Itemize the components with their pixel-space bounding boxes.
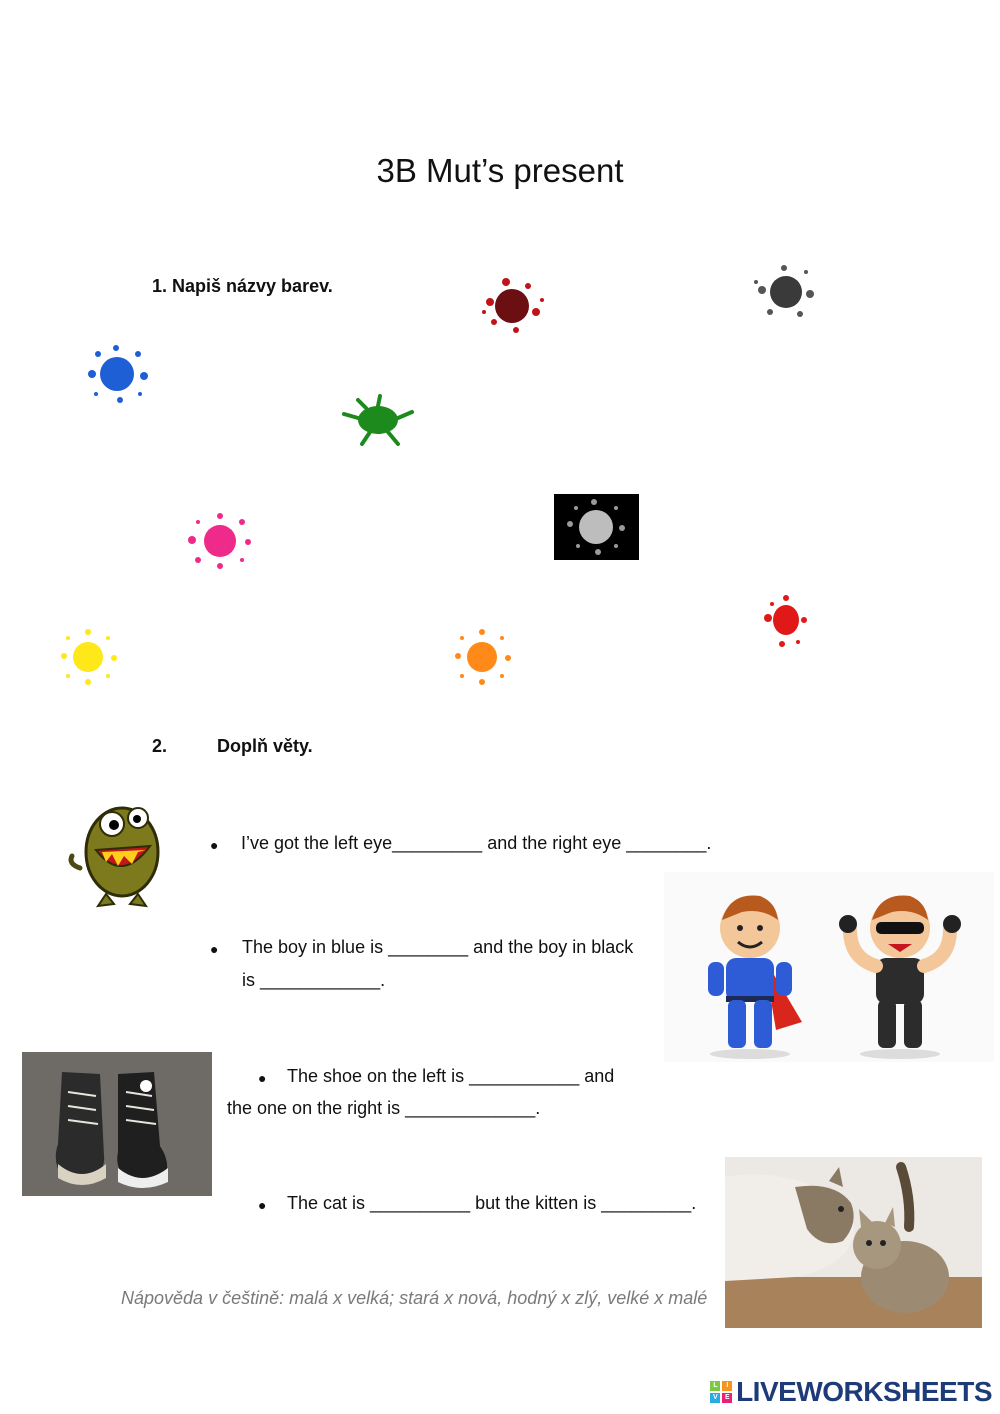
logo-text: LIVEWORKSHEETS	[736, 1376, 992, 1407]
cats-photo	[725, 1157, 982, 1328]
monster-image	[66, 794, 170, 912]
yellow-splat	[54, 626, 122, 688]
sentence-boys-line-2: is ____________.	[242, 970, 386, 990]
bullet-icon: ●	[210, 837, 219, 853]
exercise-2-number: 2.	[152, 736, 168, 756]
page-title: 3B Mut’s present	[376, 152, 624, 189]
blue-splat	[80, 342, 154, 406]
pink-splat	[182, 510, 258, 572]
sentence-cats: The cat is __________ but the kitten is _________.	[287, 1193, 697, 1213]
sentence-eyes: I’ve got the left eye_________ and the right eye ________.	[241, 833, 712, 853]
hint-text: Nápověda v češtině: malá x velká; stará x nová, hodný x zlý, velké x malé	[121, 1288, 708, 1308]
green-splat	[340, 392, 416, 450]
sentence-shoes-line-2: the one on the right is _____________.	[227, 1098, 541, 1118]
red-splat	[760, 592, 812, 652]
dark-grey-splat	[750, 260, 822, 324]
bullet-icon: ●	[210, 941, 219, 957]
orange-splat	[448, 626, 516, 688]
sentence-shoes-line-1: The shoe on the left is ___________ and	[287, 1066, 615, 1086]
silver-splat	[554, 494, 639, 560]
bullet-icon: ●	[258, 1197, 267, 1213]
shoes-photo	[22, 1052, 212, 1196]
dark-red-splat	[476, 272, 552, 338]
exercise-1-heading: 1. Napiš názvy barev.	[152, 276, 333, 296]
exercise-2-heading: Doplň věty.	[217, 736, 313, 756]
logo-cube-icon: L I V E	[710, 1381, 732, 1403]
liveworksheets-logo	[710, 1376, 992, 1408]
bullet-icon: ●	[258, 1070, 267, 1086]
sentence-boys-line-1: The boy in blue is ________ and the boy in black	[242, 937, 634, 957]
boys-image	[664, 872, 994, 1062]
